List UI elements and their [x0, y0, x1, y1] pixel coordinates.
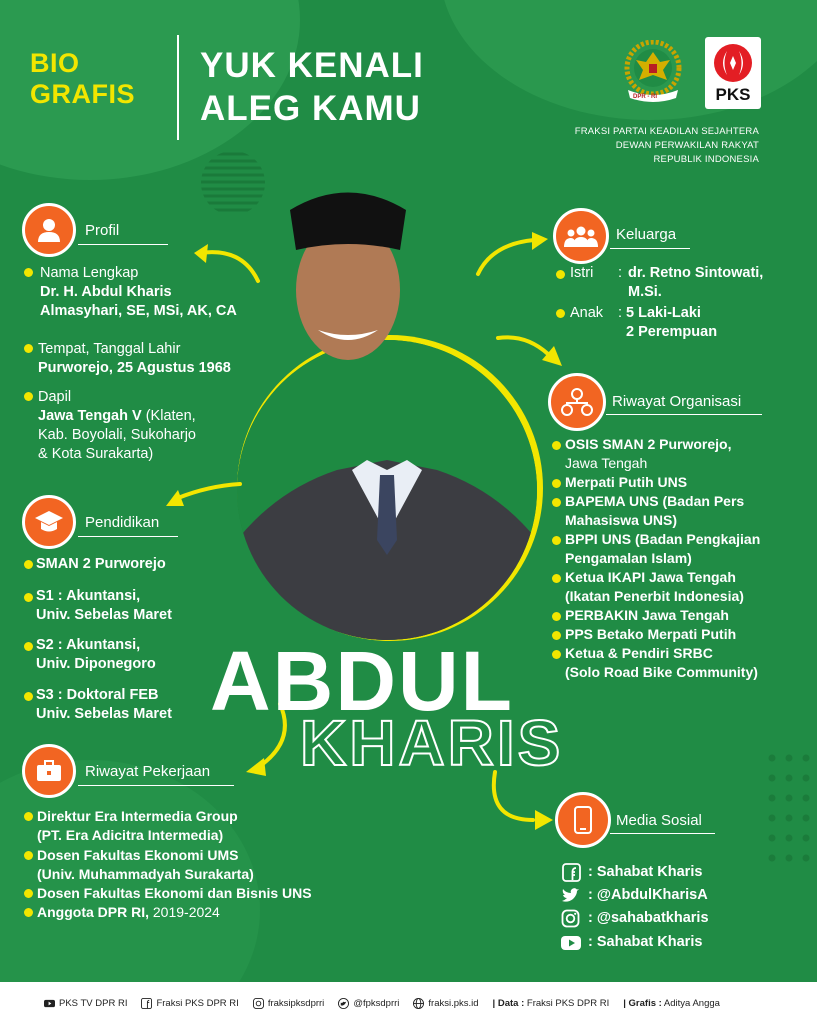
- user-icon: [36, 217, 62, 243]
- footer-web-text: fraksi.pks.id: [428, 997, 479, 1009]
- organisasi-item: Ketua & Pendiri SRBC: [565, 645, 713, 661]
- footer-web[interactable]: [413, 998, 478, 1009]
- pendidikan-underline: [78, 536, 178, 537]
- pendidikan-item: Univ. Sebelas Maret: [36, 706, 172, 722]
- istri-label: Istri: [570, 265, 594, 281]
- title-line-1: YUK KENALI: [200, 46, 424, 85]
- pekerjaan-icon-circle: [22, 744, 76, 798]
- instagram-icon: [253, 998, 264, 1009]
- bullet: [552, 536, 561, 545]
- organization-chart-icon: [561, 388, 593, 416]
- portrait-circle: [237, 340, 537, 640]
- organisasi-item: Mahasiswa UNS): [565, 512, 678, 528]
- footer-twitter-text: @fpksdprri: [353, 997, 400, 1009]
- bullet: [24, 908, 33, 917]
- youtube-icon: [44, 998, 55, 1009]
- arrow-to-pendidikan: [148, 478, 243, 518]
- keluarga-icon-circle: [553, 208, 609, 264]
- pekerjaan-item: (Univ. Muhammadyah Surakarta): [37, 866, 254, 882]
- arrow-to-media-sosial: [485, 770, 560, 835]
- facebook-icon: [141, 998, 152, 1009]
- dapil-label: Dapil: [38, 389, 72, 405]
- bullet: [24, 889, 33, 898]
- organisasi-item: BPPI UNS (Badan Pengkajian: [565, 531, 761, 547]
- footer-facebook[interactable]: [141, 998, 238, 1009]
- organisasi-section-title: Riwayat Organisasi: [612, 393, 742, 410]
- title-line-2: ALEG KAMU: [200, 89, 421, 128]
- anak-label: Anak: [570, 305, 604, 321]
- dot-grid-decoration: [764, 752, 814, 872]
- pendidikan-item: SMAN 2 Purworejo: [36, 556, 166, 572]
- nama-value: Almasyhari, SE, MSi, AK, CA: [40, 303, 237, 319]
- footer-grafis-credit: [623, 998, 720, 1009]
- name-last: KHARIS: [300, 707, 564, 779]
- organisasi-item: Merpati Putih UNS: [565, 474, 688, 490]
- fraksi-line: REPUBLIK INDONESIA: [653, 154, 759, 165]
- dapil-value: & Kota Surakarta): [38, 446, 154, 462]
- arrow-to-organisasi: [496, 330, 566, 370]
- dpr-ri-label: DPR - RI: [633, 94, 657, 100]
- bullet: [24, 392, 33, 401]
- page-title: [200, 44, 424, 130]
- footer-instagram-text: fraksipksdprri: [267, 997, 325, 1009]
- organisasi-item: Jawa Tengah: [565, 455, 648, 471]
- nama-value: Dr. H. Abdul Kharis: [40, 284, 172, 300]
- bullet: [556, 270, 565, 279]
- ttl-value: Purworejo, 25 Agustus 1968: [38, 360, 231, 376]
- youtube-handle[interactable]: : Sahabat Kharis: [588, 934, 703, 950]
- bullet: [552, 650, 561, 659]
- anak-value: 2 Perempuan: [626, 324, 718, 340]
- bullet: [24, 812, 33, 821]
- keluarga-section-title: Keluarga: [616, 226, 677, 243]
- profil-icon-circle: [22, 203, 76, 257]
- header-divider: [177, 35, 179, 140]
- twitter-icon[interactable]: [561, 886, 580, 905]
- pekerjaan-item: Dosen Fakultas Ekonomi dan Bisnis UNS: [37, 885, 312, 901]
- bullet: [552, 612, 561, 621]
- bullet: [552, 631, 561, 640]
- pekerjaan-section-title: Riwayat Pekerjaan: [85, 763, 211, 780]
- pekerjaan-item: Dosen Fakultas Ekonomi UMS: [37, 847, 239, 863]
- pendidikan-item: Univ. Diponegoro: [36, 656, 156, 672]
- media-sosial-underline: [610, 833, 715, 834]
- bullet: [24, 560, 33, 569]
- arrow-to-keluarga: [472, 230, 552, 280]
- profil-underline: [78, 244, 168, 245]
- bullet: [552, 441, 561, 450]
- facebook-icon[interactable]: [562, 863, 581, 882]
- arrow-to-profil: [192, 235, 262, 285]
- footer-twitter[interactable]: [338, 998, 399, 1009]
- organisasi-underline: [606, 414, 762, 415]
- instagram-handle[interactable]: : @sahabatkharis: [588, 910, 709, 926]
- bullet: [552, 574, 561, 583]
- twitter-icon: [338, 998, 349, 1009]
- media-sosial-section-title: Media Sosial: [616, 812, 702, 829]
- pekerjaan-item: (PT. Era Adicitra Intermedia): [37, 827, 224, 843]
- fraksi-line: DEWAN PERWAKILAN RAKYAT: [615, 140, 759, 151]
- organisasi-item: PERBAKIN Jawa Tengah: [565, 607, 729, 623]
- footer-facebook-text: Fraksi PKS DPR RI: [156, 997, 239, 1009]
- dapil-value: [38, 407, 196, 426]
- bullet: [556, 309, 565, 318]
- anak-value: 5 Laki-Laki: [626, 305, 701, 321]
- bio-grafis-label: [30, 48, 135, 110]
- pekerjaan-item-years: 2019-2024: [149, 904, 220, 920]
- dapil-value-bold: Jawa Tengah V: [38, 408, 142, 424]
- grafis-line: GRAFIS: [30, 79, 136, 109]
- smartphone-icon: [574, 806, 592, 834]
- facebook-handle[interactable]: : Sahabat Kharis: [588, 864, 703, 880]
- pendidikan-item: S2 : Akuntansi,: [36, 637, 141, 653]
- pks-crescent-icon: [713, 43, 753, 83]
- istri-value: dr. Retno Sintowati,: [628, 265, 764, 281]
- fraksi-line: FRAKSI PARTAI KEADILAN SEJAHTERA: [574, 126, 759, 137]
- pekerjaan-item: [37, 903, 220, 922]
- keluarga-underline: [610, 248, 690, 249]
- pendidikan-section-title: Pendidikan: [85, 514, 160, 531]
- family-icon: [564, 225, 598, 247]
- pendidikan-item: S3 : Doktoral FEB: [36, 687, 159, 703]
- pks-logo: [705, 37, 761, 109]
- striped-circle-decoration: [200, 150, 266, 216]
- bullet: [24, 692, 33, 701]
- organisasi-item: (Ikatan Penerbit Indonesia): [565, 588, 744, 604]
- istri-value: M.Si.: [628, 284, 662, 300]
- organisasi-icon-circle: [548, 373, 606, 431]
- organisasi-item: BAPEMA UNS (Badan Pers: [565, 493, 745, 509]
- footer-data-label: | Data :: [492, 997, 525, 1009]
- bullet: [24, 344, 33, 353]
- twitter-handle[interactable]: : @AbdulKharisA: [588, 887, 708, 903]
- pks-logo-text: PKS: [715, 85, 751, 104]
- name-first: ABDUL: [210, 634, 514, 728]
- pekerjaan-item: Direktur Era Intermedia Group: [37, 808, 238, 824]
- pendidikan-icon-circle: [22, 495, 76, 549]
- dapil-value-rest: (Klaten,: [141, 408, 196, 424]
- pekerjaan-underline: [78, 785, 234, 786]
- bullet: [24, 642, 33, 651]
- youtube-icon[interactable]: [560, 933, 582, 952]
- organisasi-item: Pengamalan Islam): [565, 550, 692, 566]
- bullet: [24, 593, 33, 602]
- organisasi-item: (Solo Road Bike Community): [565, 664, 758, 680]
- footer-data-credit: [493, 998, 610, 1009]
- organisasi-item: Ketua IKAPI Jawa Tengah: [565, 569, 736, 585]
- bullet: [552, 479, 561, 488]
- bio-line: BIO: [30, 48, 80, 78]
- instagram-icon[interactable]: [561, 909, 580, 928]
- graduation-cap-icon: [34, 509, 64, 535]
- pendidikan-item: S1 : Akuntansi,: [36, 588, 141, 604]
- pendidikan-item: Univ. Sebelas Maret: [36, 607, 172, 623]
- pekerjaan-item-bold: Anggota DPR RI,: [37, 904, 149, 920]
- colon: :: [618, 305, 623, 321]
- profil-section-title: Profil: [85, 222, 120, 239]
- person-head-illustration: [278, 180, 418, 370]
- footer-grafis-value: Aditya Angga: [661, 997, 720, 1009]
- bullet: [24, 268, 33, 277]
- organisasi-item: OSIS SMAN 2 Purworejo,: [565, 436, 732, 452]
- footer-data-value: Fraksi PKS DPR RI: [524, 997, 610, 1009]
- bullet: [552, 498, 561, 507]
- nama-label: Nama Lengkap: [40, 265, 139, 281]
- media-sosial-icon-circle: [555, 792, 611, 848]
- dapil-value: Kab. Boyolali, Sukoharjo: [38, 427, 196, 443]
- colon: :: [618, 265, 623, 281]
- footer-youtube-text: PKS TV DPR RI: [59, 997, 128, 1009]
- fraksi-caption: [575, 125, 759, 167]
- globe-icon: [413, 998, 424, 1009]
- briefcase-icon: [35, 759, 63, 783]
- footer-youtube[interactable]: [44, 998, 127, 1009]
- bullet: [24, 851, 33, 860]
- ttl-label: Tempat, Tanggal Lahir: [38, 341, 181, 357]
- organisasi-item: PPS Betako Merpati Putih: [565, 626, 737, 642]
- footer-grafis-label: | Grafis :: [623, 997, 662, 1009]
- footer-bar: [0, 982, 817, 1024]
- portrait-illustration: [237, 340, 537, 640]
- footer-instagram[interactable]: [253, 998, 325, 1009]
